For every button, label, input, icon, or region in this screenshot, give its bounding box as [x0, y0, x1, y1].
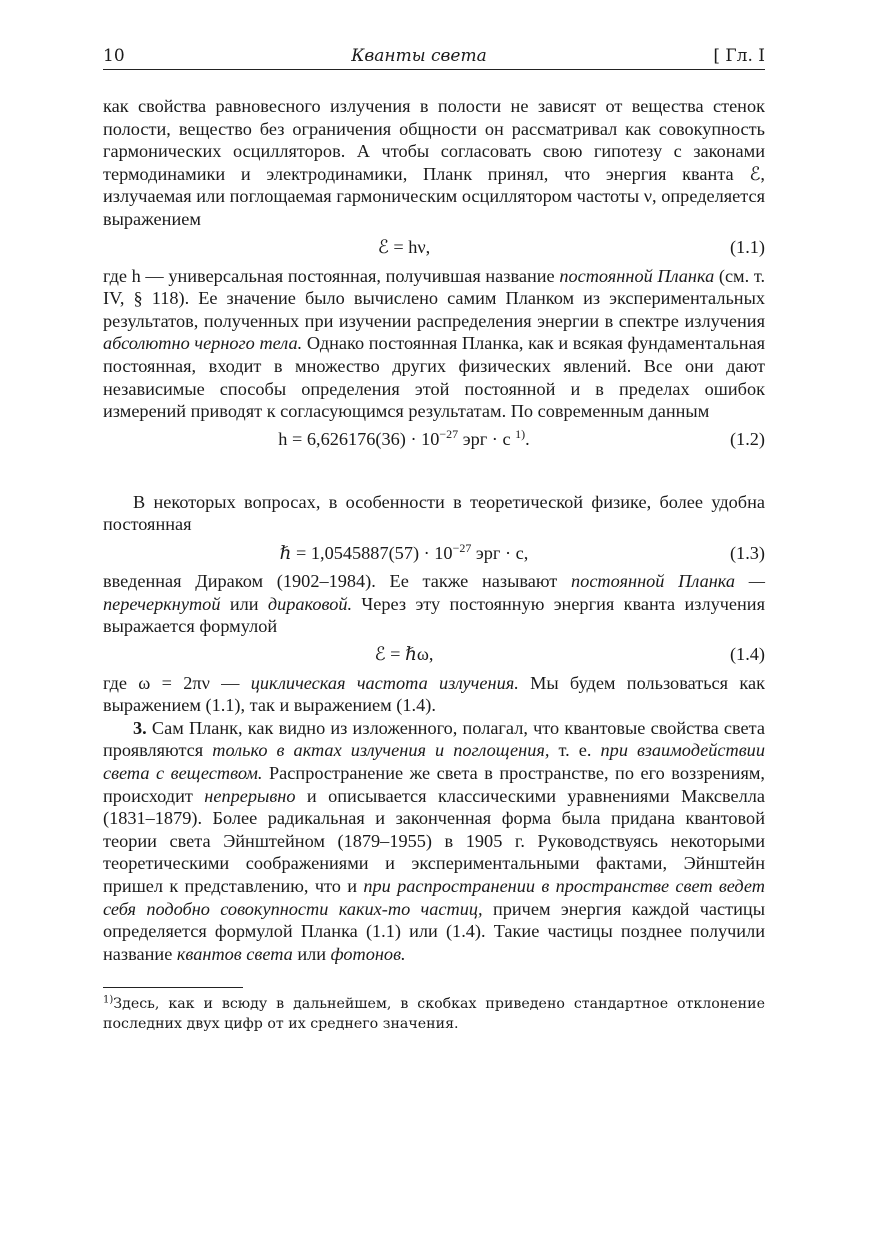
running-title: Кванты света — [351, 46, 487, 66]
equation-1-2 — [103, 423, 765, 457]
paragraph-6 — [103, 717, 765, 966]
emphasis: постоянной Планка — [559, 265, 715, 286]
text-run: введенная Дираком (1902–1984). Ее также называют — [103, 570, 572, 591]
paragraph-2 — [103, 265, 765, 423]
text-run: или — [220, 593, 268, 614]
equation-1-3 — [103, 536, 765, 570]
text-run: Сам Планк, как видно из изложенного, полагал, что квантовые свойства света проявляются — [103, 717, 765, 761]
section-number: 3. — [133, 717, 147, 738]
exponent: −27 — [452, 540, 472, 555]
emphasis: непрерывно — [204, 785, 296, 806]
equation-number: (1.3) — [729, 542, 765, 563]
equation-1-4 — [103, 638, 765, 672]
footnote-divider — [103, 987, 243, 988]
text-run: где h — универсальная постоянная, получившая название — [103, 265, 560, 286]
equation-number: (1.1) — [729, 237, 765, 258]
text-run: т. е. — [549, 740, 601, 761]
emphasis: фотонов. — [330, 943, 406, 964]
equation-1-1 — [103, 231, 765, 265]
emphasis: при распространении в пространстве свет ведет себя подобно совокупности каких-то частиц, — [103, 876, 765, 919]
emphasis: дираковой. — [267, 593, 353, 614]
text-run: или — [292, 943, 331, 964]
equation-number: (1.2) — [729, 429, 765, 450]
emphasis: абсолютно черного тела. — [103, 333, 303, 354]
text-run: Через эту постоянную энергия кванта излучения выражается формулой — [103, 593, 765, 637]
emphasis: квантов света — [176, 943, 293, 964]
formula-main: ℏ = 1,0545887(57) · 10 — [279, 542, 453, 563]
formula-units: эрг · с — [458, 429, 516, 450]
running-header — [103, 46, 765, 70]
formula-end: . — [525, 429, 530, 450]
exponent: −27 — [439, 427, 459, 442]
page — [103, 46, 765, 1034]
emphasis: только в актах излучения и поглощения, — [212, 740, 550, 761]
text-run: Распространение же света в пространстве, по его воззрениям, происходит — [103, 763, 765, 806]
emphasis: при взаимодействии света с веществом. — [103, 740, 765, 784]
formula-main: h = 6,626176(36) · 10 — [278, 429, 440, 450]
equation-formula: ℰ = ℏω, — [374, 644, 434, 665]
equation-number: (1.4) — [729, 644, 765, 665]
footnote-mark: 1) — [103, 994, 114, 1006]
equation-formula — [103, 542, 705, 565]
text-run: Однако постоянная Планка, как и всякая фундаментальная постоянная, входит в множество других физических явлений. Все они дают независимые способы определения этой постоянной и в пределах ошибок измерений приводят к согласующимся результатам. По современным данным — [103, 333, 766, 422]
footnote-mark: 1) — [515, 427, 526, 442]
equation-formula: ℰ = hν, — [377, 237, 431, 258]
paragraph-1: как свойства равновесного излучения в полости не зависят от вещества стенок полости, вещество без ограничения общности он рассматривал как совокупность гармонических осцилляторов. А чтобы согласовать свою гипотезу с законами термодинамики и электродинамики, Планк принял, что энергия кванта ℰ, излучаемая или поглощаемая гармоническим осциллятором частоты ν, определяется выражением — [103, 96, 765, 229]
chapter-label: [ Гл. I — [713, 46, 765, 66]
body-text — [103, 95, 765, 965]
text-run: причем энергия каждой частицы определяется формулой Планка (1.1) или (1.4). Такие частицы позднее получили название — [103, 898, 765, 964]
footnote — [103, 994, 765, 1034]
paragraph-4 — [103, 570, 765, 638]
paragraph-5 — [103, 672, 765, 717]
page-number: 10 — [103, 46, 125, 66]
formula-units: эрг · с, — [471, 542, 529, 563]
text-run: и описывается классическими уравнениями Максвелла (1831–1879). Более радикальная и законченная форма была придана квантовой теории света Эйнштейном (1879–1955) в 1905 г. Руководствуясь некоторыми теоретическими соображениями и экспериментальными фактами, Эйнштейн пришел к представлению, что и — [103, 785, 765, 897]
emphasis: циклическая частота излучения. — [250, 672, 519, 693]
spacer — [103, 457, 765, 491]
equation-formula — [103, 428, 705, 451]
text-run: где ω = 2πν — — [103, 672, 251, 693]
emphasis: постоянной Планка — перечеркнутой — [103, 570, 765, 614]
paragraph-3: В некоторых вопросах, в особенности в теоретической физике, более удобна постоянная — [103, 491, 765, 535]
footnote-text: Здесь, как и всюду в дальнейшем, в скобках приведено стандартное отклонение последних двух цифр от их среднего значения. — [103, 996, 765, 1033]
text-run: (см. т. IV, § 118). Ее значение было вычислено самим Планком из экспериментальных результатов, полученных при изучении распределения энергии в спектре излучения — [103, 265, 766, 331]
text-run: Мы будем пользоваться как выражением (1.1), так и выражением (1.4). — [103, 672, 765, 716]
